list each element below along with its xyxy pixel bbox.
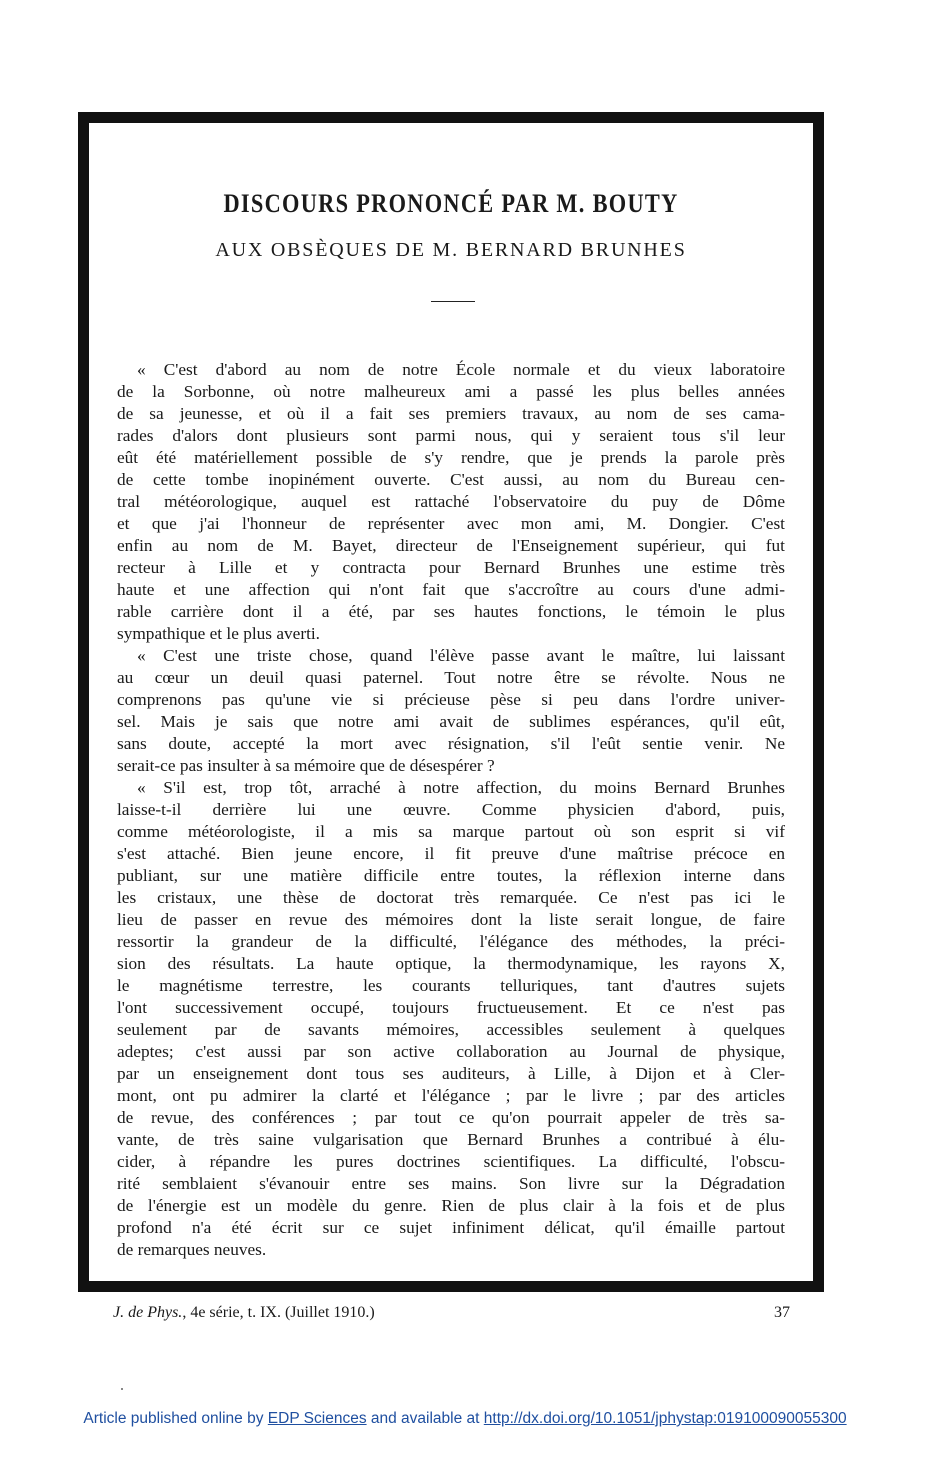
- page-number: 37: [774, 1304, 790, 1321]
- text-line: comprenons pas qu'une vie si précieuse pèse si peu dans l'ordre univer-: [117, 690, 785, 709]
- text-line: et que j'ai l'honneur de représenter avec mon ami, M. Dongier. C'est: [117, 514, 785, 533]
- text-line: profond n'a été écrit sur ce sujet infiniment délicat, qu'il émaille partout: [117, 1218, 785, 1237]
- text-line: « S'il est, trop tôt, arraché à notre affection, du moins Bernard Brunhes: [137, 778, 785, 797]
- text-line: s'est attaché. Bien jeune encore, il fit preuve d'une maîtrise précoce en: [117, 844, 785, 863]
- text-line: de la Sorbonne, où notre malheureux ami a passé les plus belles années: [117, 382, 785, 401]
- page-border: [78, 112, 824, 1292]
- text-line: lieu de passer en revue des mémoires dont la liste serait longue, de faire: [117, 910, 785, 929]
- text-line: l'ont successivement occupé, toujours fructueusement. Et ce n'est pas: [117, 998, 785, 1017]
- text-line: de sa jeunesse, et où il a fait ses premiers travaux, au nom de ses cama-: [117, 404, 785, 423]
- text-line: comme météorologiste, il a mis sa marque partout où son esprit si vif: [117, 822, 785, 841]
- text-line: recteur à Lille et y contracta pour Bernard Brunhes une estime très: [117, 558, 785, 577]
- article-title: DISCOURS PRONONCÉ PAR M. BOUTY: [223, 189, 679, 218]
- title-divider: [431, 301, 475, 302]
- footer-middle: and available at: [366, 1410, 484, 1427]
- text-line: publiant, sur une matière difficile entre toutes, la réflexion interne dans: [117, 866, 785, 885]
- article-body: [117, 359, 785, 1261]
- text-line: par un enseignement dont tous ses auditeurs, à Lille, à Dijon et à Cler-: [117, 1064, 785, 1083]
- text-line: « C'est d'abord au nom de notre École normale et du vieux laboratoire: [137, 360, 785, 379]
- text-line: mont, ont pu admirer la clarté et l'élégance ; par le livre ; par des articles: [117, 1086, 785, 1105]
- text-line: eût été matériellement possible de s'y rendre, que je prends la parole près: [117, 448, 785, 467]
- text-line: seulement par de savants mémoires, accessibles seulement à quelques: [117, 1020, 785, 1039]
- text-line: le magnétisme terrestre, les courants telluriques, tant d'autres sujets: [117, 976, 785, 995]
- text-line: sion des résultats. La haute optique, la thermodynamique, les rayons X,: [117, 954, 785, 973]
- scan-speck: [121, 1388, 123, 1390]
- text-line: adeptes; c'est aussi par son active collaboration au Journal de physique,: [117, 1042, 785, 1061]
- text-line: rable carrière dont il a été, par ses hautes fonctions, le témoin le plus: [117, 602, 785, 621]
- running-footer: [113, 1304, 375, 1322]
- text-line: rades d'alors dont plusieurs sont parmi nous, qui y seraient tous s'il leur: [117, 426, 785, 445]
- text-line: les cristaux, une thèse de doctorat très remarquée. Ce n'est pas ici le: [117, 888, 785, 907]
- footer-prefix: Article published online by: [83, 1410, 268, 1427]
- text-line: serait-ce pas insulter à sa mémoire que de désespérer ?: [117, 756, 495, 775]
- issue-details: , 4e série, t. IX. (Juillet 1910.): [182, 1304, 375, 1321]
- text-line: cider, à répandre les pures doctrines scientifiques. La difficulté, l'obscu-: [117, 1152, 785, 1171]
- journal-abbrev: J. de Phys.: [113, 1304, 183, 1321]
- text-line: rité semblaient s'évanouir entre ses mains. Son livre sur la Dégradation: [117, 1174, 785, 1193]
- text-line: enfin au nom de M. Bayet, directeur de l'Enseignement supérieur, qui fut: [117, 536, 785, 555]
- doi-link[interactable]: http://dx.doi.org/10.1051/jphystap:019100090055300: [483, 1410, 847, 1427]
- text-line: de cette tombe inopinément ouverte. C'est aussi, au nom du Bureau cen-: [117, 470, 785, 489]
- text-line: de revue, des conférences ; par tout ce qu'on pourrait appeler de très sa-: [117, 1108, 785, 1127]
- text-line: laisse-t-il derrière lui une œuvre. Comme physicien d'abord, puis,: [117, 800, 785, 819]
- text-line: sel. Mais je sais que notre ami avait de sublimes espérances, qu'il eût,: [117, 712, 785, 731]
- publisher-link[interactable]: EDP Sciences: [267, 1410, 367, 1427]
- text-line: ressortir la grandeur de la difficulté, l'élégance des méthodes, la préci-: [117, 932, 785, 951]
- text-line: « C'est une triste chose, quand l'élève passe avant le maître, lui laissant: [137, 646, 785, 665]
- text-line: sympathique et le plus averti.: [117, 624, 321, 643]
- text-line: vante, de très saine vulgarisation que Bernard Brunhes a contribué à élu-: [117, 1130, 785, 1149]
- text-line: sans doute, accepté la mort avec résignation, s'il l'eût sentie venir. Ne: [117, 734, 785, 753]
- article-subtitle: AUX OBSÈQUES DE M. BERNARD BRUNHES: [215, 239, 687, 261]
- text-line: haute et une affection qui n'ont fait que s'accroître au cours d'une admi-: [117, 580, 785, 599]
- text-line: tral météorologique, auquel est rattaché l'observatoire du puy de Dôme: [117, 492, 785, 511]
- publisher-footer: [0, 1410, 930, 1428]
- text-line: de l'énergie est un modèle du genre. Rien de plus clair à la fois et de plus: [117, 1196, 785, 1215]
- text-line: de remarques neuves.: [117, 1240, 267, 1259]
- text-line: au cœur un deuil quasi paternel. Tout notre être se révolte. Nous ne: [117, 668, 785, 687]
